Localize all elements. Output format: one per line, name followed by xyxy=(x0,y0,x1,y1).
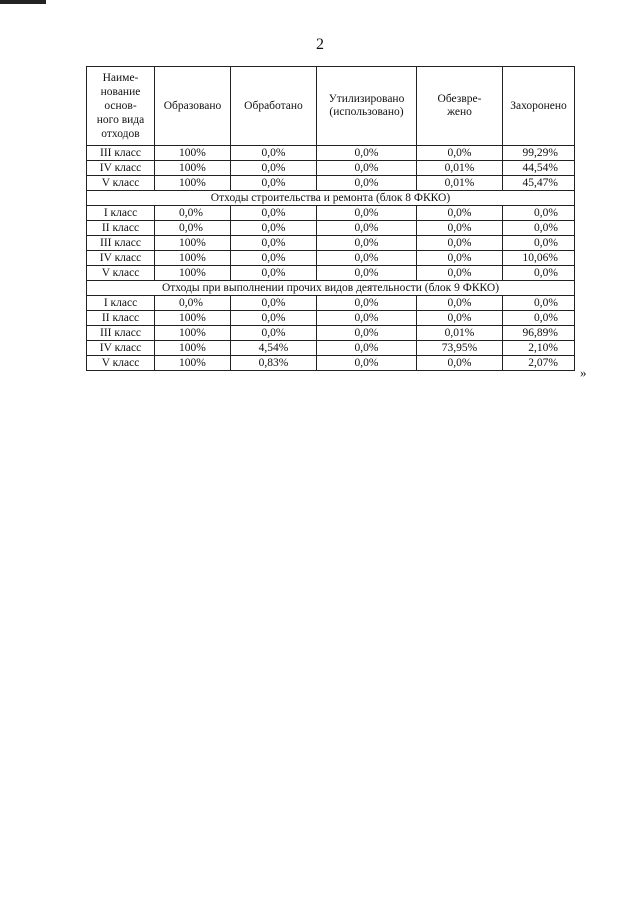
header-formed: Образовано xyxy=(155,67,231,146)
table-row: IV класс 100% 4,54% 0,0% 73,95% 2,10% xyxy=(87,341,575,356)
scan-corner-mark xyxy=(0,0,46,4)
closing-quote-mark: » xyxy=(580,365,587,380)
table-row: III класс 100% 0,0% 0,0% 0,01% 96,89% xyxy=(87,326,575,341)
waste-statistics-table xyxy=(86,66,575,371)
table-row: III класс 100% 0,0% 0,0% 0,0% 99,29% xyxy=(87,146,575,161)
header-neutralized: Обезвре- жено xyxy=(417,67,503,146)
header-utilized: Утилизировано (использовано) xyxy=(317,67,417,146)
table-row: III класс 100% 0,0% 0,0% 0,0% 0,0% xyxy=(87,236,575,251)
table-row: II класс 100% 0,0% 0,0% 0,0% 0,0% xyxy=(87,311,575,326)
table-row: V класс 100% 0,0% 0,0% 0,01% 45,47% xyxy=(87,176,575,191)
section-title-construction: Отходы строительства и ремонта (блок 8 ФККО) xyxy=(87,191,575,206)
section-header-row xyxy=(87,191,575,206)
table-row: V класс 100% 0,0% 0,0% 0,0% 0,0% xyxy=(87,266,575,281)
table-row: V класс 100% 0,83% 0,0% 0,0% 2,07% xyxy=(87,356,575,371)
table-row: IV класс 100% 0,0% 0,0% 0,01% 44,54% xyxy=(87,161,575,176)
section-header-row xyxy=(87,281,575,296)
table-header-row xyxy=(87,67,575,146)
page-number: 2 xyxy=(316,36,324,53)
table-row: I класс 0,0% 0,0% 0,0% 0,0% 0,0% xyxy=(87,206,575,221)
header-waste-type: Наиме- нование основ- ного вида отходов xyxy=(87,67,155,146)
header-buried: Захоронено xyxy=(503,67,575,146)
table-row: II класс 0,0% 0,0% 0,0% 0,0% 0,0% xyxy=(87,221,575,236)
table-row: I класс 0,0% 0,0% 0,0% 0,0% 0,0% xyxy=(87,296,575,311)
section-title-other-activities: Отходы при выполнении прочих видов деятельности (блок 9 ФККО) xyxy=(87,281,575,296)
table-row: IV класс 100% 0,0% 0,0% 0,0% 10,06% xyxy=(87,251,575,266)
header-processed: Обработано xyxy=(231,67,317,146)
